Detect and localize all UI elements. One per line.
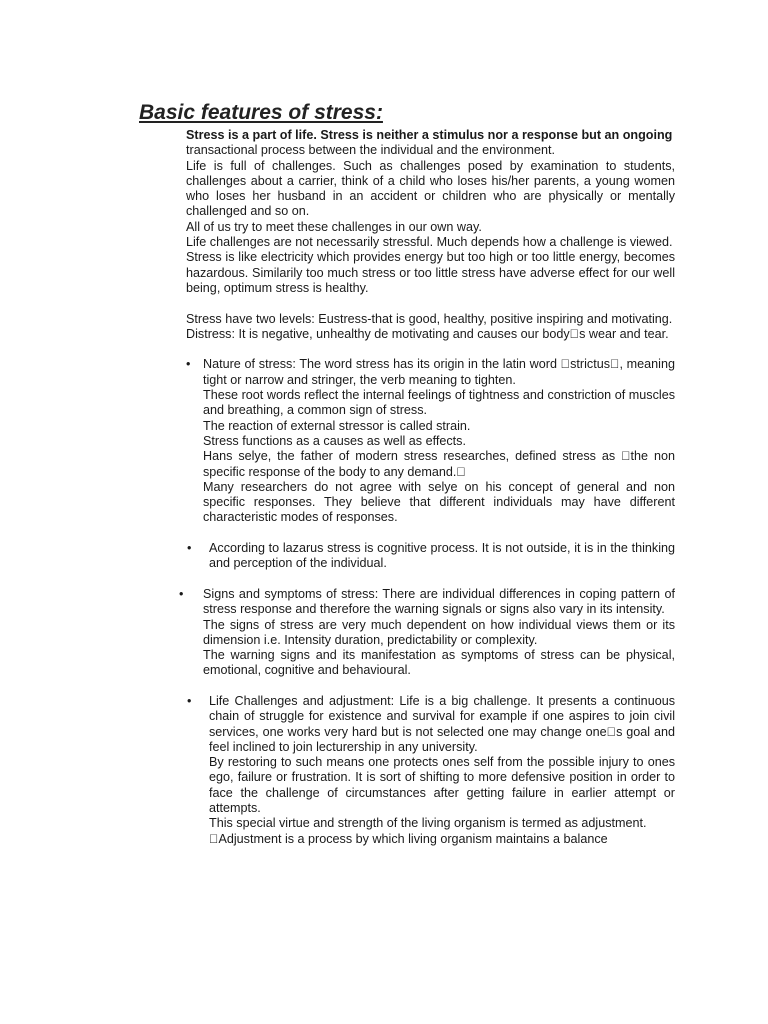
- paragraph-gap: [139, 342, 675, 357]
- bullet-4-para-3: This special virtue and strength of the living organism is termed as adjustment.: [209, 816, 647, 831]
- intro-paragraph-4: Life challenges are not necessarily stressful. Much depends how a challenge is viewed.: [186, 235, 673, 250]
- intro-paragraph-6: Stress have two levels: Eustress-that is good, healthy, positive inspiring and motivating.: [186, 311, 673, 326]
- intro-paragraph-7: Distress: It is negative, unhealthy de motivating and causes our body s wear and tear.: [186, 326, 669, 341]
- paragraph-gap: [139, 526, 675, 541]
- bullet-4-para-2: By restoring to such means one protects ones self from the possible injury to ones ego, failure or frustration. It is sort of shifting to more defensive position in order to face the challenge of circumstances after getting failure in earlier attempt or attempts.: [209, 755, 675, 816]
- bullet-dot-icon: •: [179, 586, 184, 601]
- paragraph-gap: [139, 296, 675, 311]
- bullet-1-para-1: Nature of stress: The word stress has its origin in the latin word  strictus , meaning tight or narrow and stringer, the verb meaning to tighten.: [203, 357, 675, 387]
- bullet-3-para-3: The warning signs and its manifestation as symptoms of stress can be physical, emotional, cognitive and behavioural.: [203, 648, 675, 678]
- bullet-4-para-4:  Adjustment is a process by which living organism maintains a balance: [209, 831, 608, 846]
- bullet-1-para-4: Stress functions as a causes as well as effects.: [203, 433, 466, 448]
- paragraph-gap: [139, 572, 675, 587]
- intro-paragraph-1: [139, 128, 675, 143]
- bullet-1-para-3: The reaction of external stressor is called strain.: [203, 418, 471, 433]
- bullet-1-para-2: These root words reflect the internal feelings of tightness and constriction of muscles and breathing, a common sign of stress.: [203, 388, 675, 418]
- document-body: [139, 128, 675, 847]
- bullet-dot-icon: •: [186, 357, 191, 372]
- intro-paragraph-2: Life is full of challenges. Such as challenges posed by examination to students, challenges about a carrier, think of a child who loses his/her parents, a young women who loses her husband in an accident or children who are physically or mentally challenged and so on.: [186, 158, 675, 219]
- bullet-dot-icon: •: [187, 693, 192, 708]
- bullet-lazarus: [187, 541, 675, 572]
- intro-paragraph-3: All of us try to meet these challenges in our own way.: [186, 219, 482, 234]
- bullet-3-para-2: The signs of stress are very much dependent on how individual views them or its dimension i.e. Intensity duration, predictability or complexity.: [203, 617, 675, 647]
- bullet-2-para-1: According to lazarus stress is cognitive process. It is not outside, it is in the thinking and perception of the individual.: [209, 541, 675, 571]
- bullet-4-para-1: Life Challenges and adjustment: Life is a big challenge. It presents a continuous chain of struggle for existence and survival for example if one aspires to join civil services, one works very hard but is not selected one may change one s goal and feel inclined to join lecturership in any university.: [209, 693, 675, 754]
- intro-paragraph-5: Stress is like electricity which provides energy but too high or too little energy, becomes hazardous. Similarily too much stress or too little stress have adverse effect for our well being, optimum stress is healthy.: [186, 250, 675, 295]
- bullet-3-para-1: Signs and symptoms of stress: There are individual differences in coping pattern of stress response and therefore the warning signals or signs also vary in its intensity.: [203, 586, 675, 617]
- bullet-nature-of-stress: [186, 357, 675, 525]
- bullet-life-challenges: [187, 693, 675, 847]
- intro-lead-bold: Stress is a part of life. Stress is neither a stimulus nor a response but an ongoing: [186, 128, 673, 142]
- intro-paragraph-1-continued: transactional process between the individual and the environment.: [186, 143, 555, 158]
- page-title: Basic features of stress:: [139, 101, 383, 124]
- bullet-dot-icon: •: [187, 541, 192, 556]
- bullet-1-para-6: Many researchers do not agree with selye on his concept of general and non specific responses. They believe that different individuals may have different characteristic modes of responses.: [203, 479, 675, 525]
- bullet-1-para-5: Hans selye, the father of modern stress researches, defined stress as  the non specific response of the body to any demand. : [203, 449, 675, 479]
- paragraph-gap: [139, 679, 675, 694]
- bullet-signs-and-symptoms: [179, 586, 675, 679]
